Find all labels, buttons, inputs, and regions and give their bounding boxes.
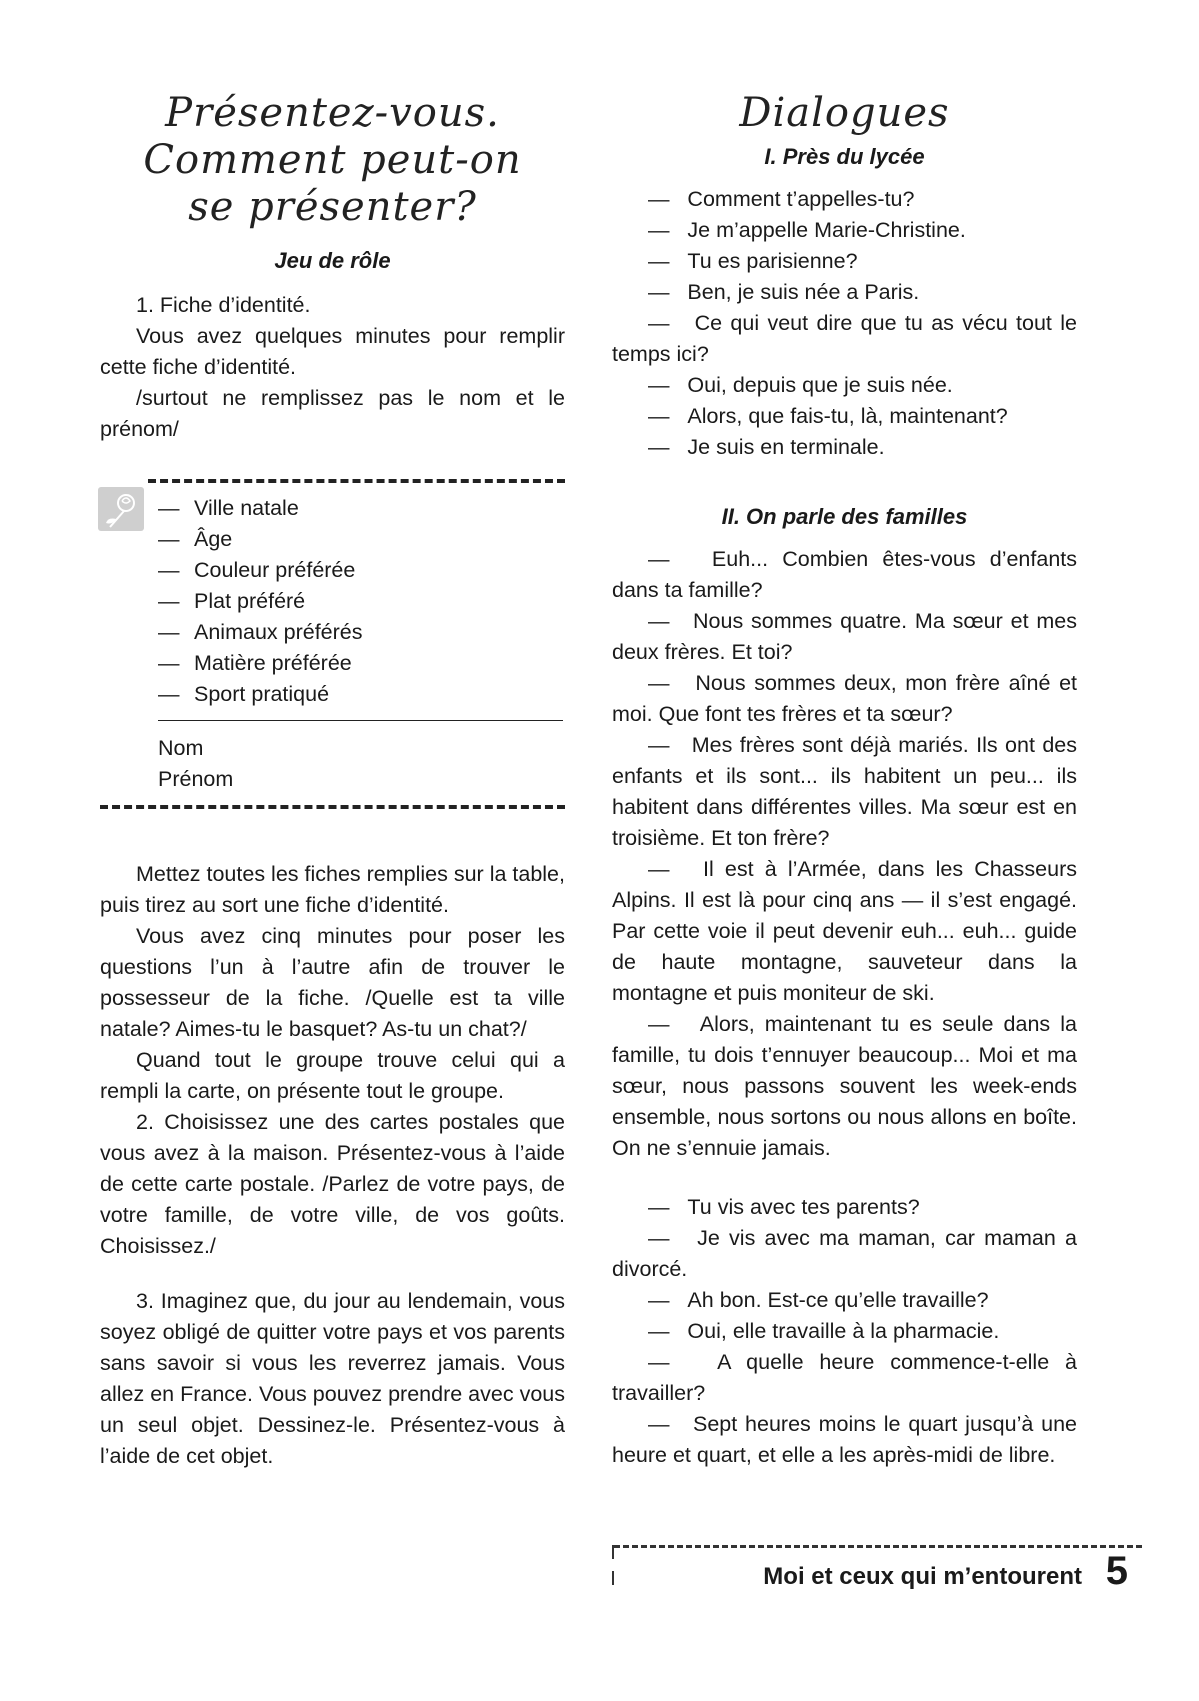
left-title-line-2: Comment peut-on <box>143 137 522 183</box>
card-field: — Animaux préférés <box>158 620 363 644</box>
card-firstname-field: Prénom <box>158 767 234 791</box>
left-title-line-1: Présentez-vous. <box>165 90 500 136</box>
dialogue-line: — A quelle heure commence-t-elle à travailler? <box>612 1350 1077 1405</box>
paragraph-instructions: Mettez toutes les fiches remplies sur la table, puis tirez au sort une fiche d’identité. <box>100 862 565 917</box>
dialogue-line: — Comment t’appelles-tu? <box>648 187 915 211</box>
item1-text: Vous avez quelques minutes pour remplir cette fiche d’identité. <box>100 324 565 379</box>
dialogue-2 <box>612 544 1077 1164</box>
dialogue-1 <box>612 184 1077 463</box>
dialogue-line: — Il est à l’Armée, dans les Chasseurs Alpins. Il est là pour cinq ans — il s’est engagé. Par cette voie il peut devenir euh... euh... guide de haute montagne, sauveteur dans la montagne et puis moniteur de ski. <box>612 857 1078 1005</box>
dialogue-line: — Euh... Combien êtes-vous d’enfants dans ta famille? <box>612 547 1077 602</box>
chapter-title: Moi et ceux qui m’entourent <box>763 1563 1082 1590</box>
right-column <box>612 90 1077 1471</box>
dialogue-line: — Je vis avec ma maman, car maman a divorcé. <box>612 1226 1078 1281</box>
rose-icon <box>98 487 144 531</box>
role-play-subtitle: Jeu de rôle <box>274 248 391 273</box>
card-separator <box>158 720 563 721</box>
dialogue-3 <box>612 1192 1077 1471</box>
card-field: — Couleur préférée <box>158 558 356 582</box>
dialogue-line: — Alors, que fais-tu, là, maintenant? <box>648 404 1008 428</box>
dialogues-title: Dialogues <box>739 90 950 136</box>
dialogue-line: — Oui, depuis que je suis née. <box>648 373 953 397</box>
dialogue-line: — Je suis en terminale. <box>648 435 885 459</box>
left-column <box>100 90 565 1472</box>
card-field: — Âge <box>158 527 233 551</box>
dialogue-line: — Alors, maintenant tu es seule dans la famille, tu dois t’ennuyer beaucoup... Moi et ma sœur, nous passons souvent les week-ends ensemble, nous sortons ou nous allons en boîte. On ne s’ennuie jamais. <box>612 1012 1077 1160</box>
footer-tick <box>612 1545 614 1559</box>
identity-card <box>100 479 565 809</box>
card-top-border <box>148 479 565 483</box>
dialogue-line: — Tu es parisienne? <box>648 249 858 273</box>
left-title <box>100 90 565 231</box>
paragraph-five-minutes: Vous avez cinq minutes pour poser les questions l’un à l’autre afin de trouver le possesseur de la fiche. /Quelle est ta ville natale? Aimes-tu le basquet? As-tu un chat?/ <box>100 924 565 1041</box>
card-bottom-border <box>100 805 565 809</box>
item1-note: /surtout ne remplissez pas le nom et le prénom/ <box>100 386 565 441</box>
dialogue-line: — Tu vis avec tes parents? <box>648 1195 920 1219</box>
dialogue-line: — Nous sommes quatre. Ma sœur et mes deux frères. Et toi? <box>612 609 1078 664</box>
paragraph-postcards: 2. Choisissez une des cartes postales que vous avez à la maison. Présentez-vous à l’aide de cette carte postale. /Parlez de votre pays, de votre famille, de votre ville, de vos goûts. Choisissez./ <box>100 1110 565 1258</box>
card-name-field: Nom <box>158 736 204 760</box>
dialogue-line: — Sept heures moins le quart jusqu’à une heure et quart, et elle a les après-midi de libre. <box>612 1412 1078 1467</box>
dialogue-line: — Ben, je suis née a Paris. <box>648 280 920 304</box>
left-title-line-3: se présenter? <box>188 184 477 230</box>
paragraph-imagine: 3. Imaginez que, du jour au lendemain, vous soyez obligé de quitter votre pays et vos parents sans savoir si vous les reverrez jamais. Vous allez en France. Vous pouvez prendre avec vous un seul objet. Dessinez-le. Présentez-vous à l’aide de cet objet. <box>100 1289 565 1468</box>
section-1-heading: I. Près du lycée <box>764 144 925 169</box>
dialogue-line: — Ah bon. Est-ce qu’elle travaille? <box>648 1288 989 1312</box>
paragraph-group: Quand tout le groupe trouve celui qui a rempli la carte, on présente tout le groupe. <box>100 1048 565 1103</box>
dialogue-line: — Oui, elle travaille à la pharmacie. <box>648 1319 1000 1343</box>
dialogue-line: — Nous sommes deux, mon frère aîné et moi. Que font tes frères et ta sœur? <box>612 671 1077 726</box>
card-field-list <box>100 493 565 710</box>
section-2-heading: II. On parle des familles <box>721 504 968 529</box>
footer-tick <box>612 1571 614 1585</box>
card-field: — Plat préféré <box>158 589 306 613</box>
page-number: 5 <box>1105 1549 1128 1593</box>
card-field: — Ville natale <box>158 496 299 520</box>
card-field: — Sport pratiqué <box>158 682 330 706</box>
dialogue-line: — Je m’appelle Marie-Christine. <box>648 218 966 242</box>
footer-dashed-rule <box>614 1545 1142 1548</box>
page-footer <box>612 1545 1142 1593</box>
item1-heading: 1. Fiche d’identité. <box>136 293 311 317</box>
dialogue-line: — Ce qui veut dire que tu as vécu tout le temps ici? <box>612 311 1077 366</box>
dialogue-line: — Mes frères sont déjà mariés. Ils ont des enfants et ils sont... ils habitent un peu... ils habitent dans différentes villes. Ma sœur est en troisième. Et ton frère? <box>612 733 1077 850</box>
card-field: — Matière préférée <box>158 651 352 675</box>
